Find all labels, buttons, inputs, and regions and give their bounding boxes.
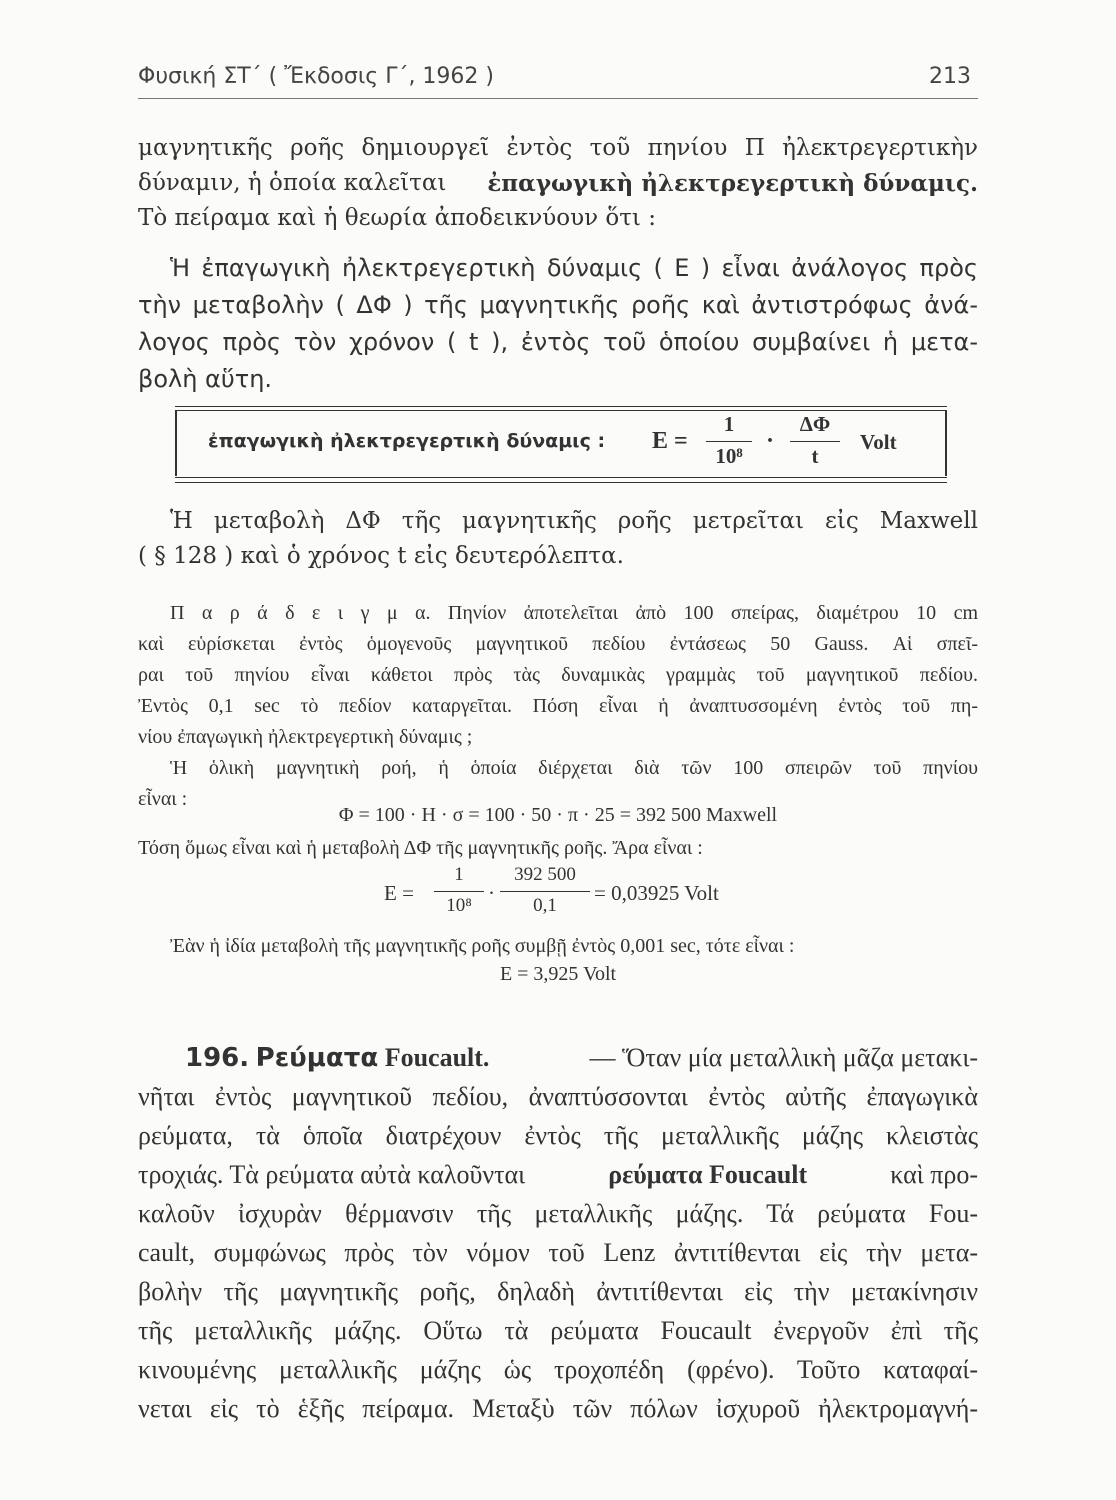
term-foucault-currents: ρεύματα Foucault [608,1160,808,1189]
section-title-greek: Ρεύματα [255,1043,379,1073]
formula-denominator-1: 10⁸ [715,444,743,468]
calc-lhs: E = [384,881,414,905]
example-line-4: Ἐντὸς 0,1 sec τὸ πεδίον καταργεῖται. Πόση εἶναι ἡ ἀναπτυσσομένη ἐντὸς τοῦ πη- [138,695,978,717]
section-line-2: νῆται ἐντὸς μαγνητικοῦ πεδίου, ἀναπτύσσονται ἐντὸς αὐτῆς ἐπαγωγικὰ [138,1082,978,1111]
formula-denominator-2: t [811,444,819,468]
intro-line-2-text: δύναμιν, ἡ ὁποία καλεῖται [138,170,447,196]
calc-numerator-2: 392 500 [514,864,576,885]
formula-numerator-1: 1 [723,412,735,436]
law-line-3: λογος πρὸς τὸν χρόνον ( t ), ἐντὸς τοῦ ὁποίου συμβαίνει ἡ μετα- [138,328,978,356]
units-note-line-2: ( § 128 ) καὶ ὁ χρόνος t εἰς δευτερόλεπτα. [138,543,624,569]
formula-fraction-bar-2 [790,441,840,442]
header-rule [138,98,978,99]
law-line-2: τὴν μεταβολὴν ( ΔΦ ) τῆς μαγνητικῆς ροῆς καὶ ἀντιστρόφως ἀνά- [138,291,978,319]
formula-unit: Volt [860,430,897,454]
section-196-line-1-rest: — Ὅταν μία μεταλλικὴ μᾶζα μετακι- [589,1043,978,1072]
section-196-title [185,1038,489,1078]
formula-box-top-rule [175,406,947,407]
example-line-3: ραι τοῦ πηνίου εἶναι κάθετοι πρὸς τὰς δυναμικὰς γραμμὰς τοῦ μαγνητικοῦ πεδίου. [138,664,978,686]
section-line-3: ρεύματα, τὰ ὁποῖα διατρέχουν ἐντὸς τῆς μεταλλικῆς μάζης κλειστὰς [138,1121,978,1150]
example-line-after-flux: Τόση ὅμως εἶναι καὶ ἡ μεταβολὴ ΔΦ τῆς μαγνητικῆς ροῆς. Ἄρα εἶναι : [138,837,703,859]
section-196-heading-line [185,1038,978,1078]
page-number: 213 [929,64,971,89]
law-line-4: βολὴ αὕτη. [138,365,273,393]
formula-dot: · [766,428,775,454]
intro-line-3: Τὸ πείραμα καὶ ἡ θεωρία ἀποδεικνύουν ὅτι : [138,205,657,231]
section-line-8: τῆς μεταλλικῆς μάζης. Οὕτω τὰ ρεύματα Foucault ἐνεργοῦν ἐπὶ τῆς [138,1316,978,1345]
section-line-4-pre: τροχιάς. Τὰ ρεύματα αὐτὰ καλοῦνται [138,1160,526,1189]
section-line-7: βολὴν τῆς μαγνητικῆς ροῆς, δηλαδὴ ἀντιτίθενται εἰς τὴν μετακίνησιν [138,1277,978,1306]
example-line-5: νίου ἐπαγωγικὴ ἠλεκτρεγερτικὴ δύναμις ; [138,726,473,748]
calc-dot: · [488,881,495,905]
term-induced-emf: ἐπαγωγικὴ ἠλεκτρεγερτικὴ δύναμις. [487,170,978,197]
formula-fraction-bar-1 [706,441,752,442]
calc-fraction-bar-1 [434,891,484,892]
example-line-1: Π α ρ ά δ ε ι γ μ α. Πηνίον ἀποτελεῖται ἀπὸ 100 σπείρας, διαμέτρου 10 cm [170,602,978,624]
intro-line-2 [138,166,978,201]
example-line-7: εἶναι : [138,788,188,810]
example-line-2: καὶ εὑρίσκεται ἐντὸς ὁμογενοῦς μαγνητικοῦ πεδίου ἐντάσεως 50 Gauss. Αἱ σπεῖ- [138,633,978,655]
formula-box-bottom-rule-2 [175,482,947,483]
running-header-title: Φυσική ΣΤ΄ ( Ἔκδοσις Γ΄, 1962 ) [138,64,494,89]
section-number: 196. [185,1043,250,1073]
example-line-6: Ἡ ὁλικὴ μαγνητικὴ ροή, ἡ ὁποία διέρχεται διὰ τῶν 100 σπειρῶν τοῦ πηνίου [170,757,978,779]
section-line-10: νεται εἰς τὸ ἑξῆς πείραμα. Μεταξὺ τῶν πόλων ἰσχυροῦ ἠλεκτρομαγνή- [138,1394,978,1423]
final-equation: E = 3,925 Volt [499,963,617,985]
section-line-4-post: καὶ προ- [890,1160,978,1189]
formula-numerator-2: ΔΦ [799,412,831,436]
section-line-6: cault, συμφώνως πρὸς τὸν νόμον τοῦ Lenz ἀντιτίθενται εἰς τὴν μετα- [138,1238,978,1267]
calc-fraction-bar-2 [500,891,590,892]
formula-lhs: E = [652,428,688,454]
calc-denominator-1: 10⁸ [446,895,472,916]
section-line-5: καλοῦν ἰσχυρὰν θέρμανσιν τῆς μεταλλικῆς μάζης. Τά ρεύματα Fou- [138,1199,978,1228]
example-line-after-calc: Ἐὰν ἡ ἰδία μεταβολὴ τῆς μαγνητικῆς ροῆς συμβῇ ἐντὸς 0,001 sec, τότε εἶναι : [170,935,795,957]
calc-result: = 0,03925 Volt [594,881,719,905]
section-title-latin: Foucault. [384,1043,490,1072]
section-line-4 [138,1155,978,1194]
flux-equation: Φ = 100 · H · σ = 100 · 50 · π · 25 = 392 500 Maxwell [338,804,778,826]
section-line-9: κινουμένης μεταλλικῆς μάζης ὡς τροχοπέδη (φρένο). Τοῦτο καταφαί- [138,1355,978,1384]
law-line-1: Ἡ ἐπαγωγικὴ ἠλεκτρεγερτικὴ δύναμις ( E ) εἶναι ἀνάλογος πρὸς [170,254,978,282]
intro-line-1: μαγνητικῆς ροῆς δημιουργεῖ ἐντὸς τοῦ πηνίου Π ἠλεκτρεγερτικὴν [138,135,978,161]
calc-denominator-2: 0,1 [533,895,557,916]
units-note-line-1: Ἡ μεταβολὴ ΔΦ τῆς μαγνητικῆς ροῆς μετρεῖται εἰς Maxwell [170,508,978,534]
formula-label: ἐπαγωγικὴ ἠλεκτρεγερτικὴ δύναμις : [208,430,606,452]
formula-box-bottom-rule [175,477,947,478]
calc-numerator-1: 1 [454,864,464,885]
